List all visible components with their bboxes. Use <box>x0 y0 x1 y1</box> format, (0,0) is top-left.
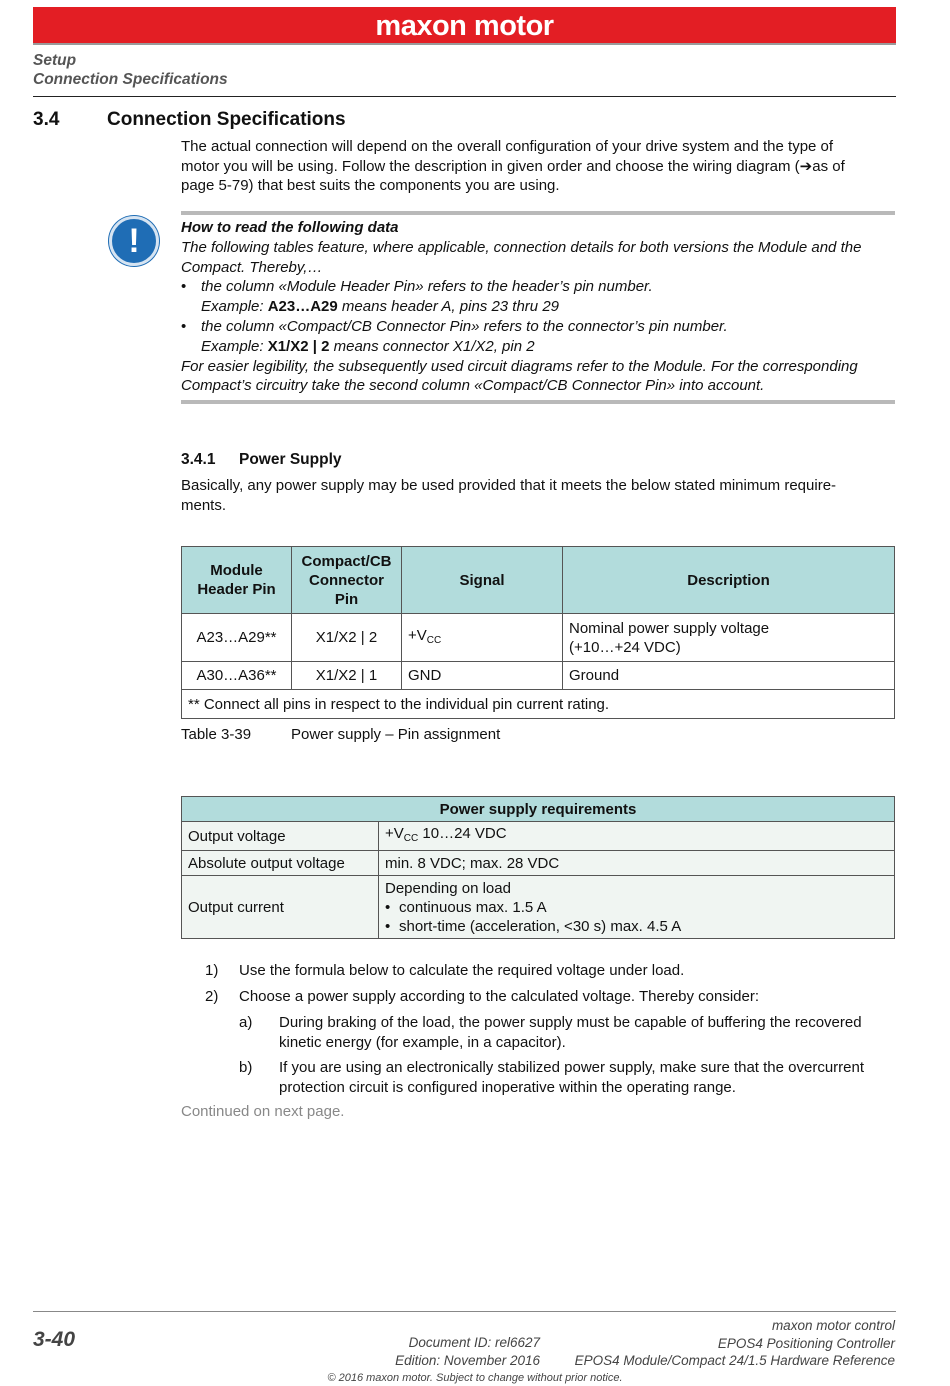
section-heading <box>33 109 346 131</box>
table-header-row <box>182 547 895 614</box>
intro-line: The actual connection will depend on the overall configuration of your drive system and the type of <box>181 138 834 155</box>
pin-assignment-table <box>181 546 895 719</box>
table-row <box>182 662 895 690</box>
table-footnote-row <box>182 690 895 719</box>
requirement-value: Depending on load • continuous max. 1.5 A • short-time (acceleration, <30 s) max. 4.5 A <box>379 876 895 939</box>
note-line: The following tables feature, where applicable, connection details for both versions the Module and the <box>181 238 862 256</box>
requirement-value: $+V_{CC}$ 10…24 VDC <box>379 822 895 851</box>
header-compact-pin: Compact/CB Connector Pin <box>292 547 402 614</box>
table-footnote: ** Connect all pins in respect to the individual pin current rating. <box>182 690 895 719</box>
intro-paragraph <box>181 137 895 196</box>
breadcrumb-section: Connection Specifications <box>33 71 228 88</box>
bullet-icon: • <box>385 917 391 935</box>
power-supply-intro: Basically, any power supply may be used provided that it meets the below stated minimum require- ments. <box>181 477 837 514</box>
note-box <box>181 211 895 404</box>
copyright: © 2016 maxon motor. Subject to change without prior notice. <box>327 1372 623 1384</box>
step-item: 2) Choose a power supply according to the calculated voltage. Thereby consider: <box>205 988 760 1005</box>
note-title: How to read the following data <box>181 219 399 236</box>
continued-note: Continued on next page. <box>181 1103 345 1120</box>
note-bullet: • the column «Compact/CB Connector Pin» refers to the connector’s pin number. Example: X1/X2 | 2 means connector X1/X2, pin 2 <box>181 317 728 355</box>
substep-item: a) During braking of the load, the power supply must be capable of buffering the recovered kinetic energy (for example, in a capacitor). <box>239 1014 862 1051</box>
table-caption <box>181 726 500 743</box>
table-row <box>182 851 895 876</box>
intro-line: page 5-79) that best suits the components you are using. <box>181 177 560 194</box>
table-row <box>182 614 895 662</box>
footer-divider <box>33 1311 896 1312</box>
header-module-pin: Module Header Pin <box>182 547 292 614</box>
caption-label: Table 3-39 <box>181 726 252 743</box>
compact-pin-cell: X1/X2 | 2 <box>292 614 402 662</box>
bullet-icon: • <box>181 317 187 335</box>
header-description: Description <box>563 547 895 614</box>
requirement-label: Output voltage <box>182 822 379 851</box>
requirements-table <box>181 796 895 939</box>
table-row <box>182 822 895 851</box>
subsection-number: 3.4.1 <box>181 451 216 468</box>
requirement-value: min. 8 VDC; max. 28 VDC <box>379 851 895 876</box>
brand-bar <box>33 7 896 45</box>
header-divider <box>33 96 896 97</box>
description-cell: Nominal power supply voltage (+10…+24 VDC) <box>563 614 895 662</box>
breadcrumb-chapter: Setup <box>33 52 77 69</box>
requirements-header: Power supply requirements <box>182 797 895 822</box>
footer-document-info: Document ID: rel6627 Edition: November 2016 <box>395 1335 540 1368</box>
section-title: Connection Specifications <box>107 109 346 130</box>
note-line: Compact. Thereby,… <box>181 258 323 276</box>
requirement-label: Absolute output voltage <box>182 851 379 876</box>
brand-logo: maxon motor <box>375 10 554 42</box>
signal-cell: GND <box>402 662 563 690</box>
substep-item: b) If you are using an electronically stabilized power supply, make sure that the overcurrent protection circuit is configured inoperative within the operating range. <box>239 1059 865 1096</box>
bullet-icon: • <box>181 278 187 296</box>
section-number: 3.4 <box>33 109 60 130</box>
subsection-heading <box>181 451 342 469</box>
signal-cell: $+V_{CC}$ <box>402 614 563 662</box>
step-item: 1) Use the formula below to calculate the required voltage under load. <box>205 962 685 979</box>
note-line: For easier legibility, the subsequently used circuit diagrams refer to the Module. For the corresponding <box>181 357 858 375</box>
note-line: Compact’s circuitry take the second column «Compact/CB Connector Pin» into account. <box>181 377 765 395</box>
module-pin-cell: A23…A29** <box>182 614 292 662</box>
caption-text: Power supply – Pin assignment <box>291 726 501 743</box>
description-cell: Ground <box>563 662 895 690</box>
module-pin-cell: A30…A36** <box>182 662 292 690</box>
compact-pin-cell: X1/X2 | 1 <box>292 662 402 690</box>
subsection-title: Power Supply <box>239 451 342 468</box>
breadcrumb <box>33 51 228 89</box>
table-row <box>182 876 895 939</box>
arrow-icon: ➔ <box>799 157 813 175</box>
page-number: 3-40 <box>33 1328 76 1351</box>
bullet-icon: • <box>385 898 391 916</box>
requirement-label: Output current <box>182 876 379 939</box>
exclamation-icon: ! <box>109 216 159 266</box>
header-signal: Signal <box>402 547 563 614</box>
footer-product-info: maxon motor control EPOS4 Positioning Controller EPOS4 Module/Compact 24/1.5 Hardware Reference <box>574 1318 895 1368</box>
intro-line: motor you will be using. Follow the description in given order and choose the wiring diagram (➔as of <box>181 157 845 175</box>
note-bullet: • the column «Module Header Pin» refers to the header’s pin number. Example: A23…A29 means header A, pins 23 thru 29 <box>181 278 653 316</box>
